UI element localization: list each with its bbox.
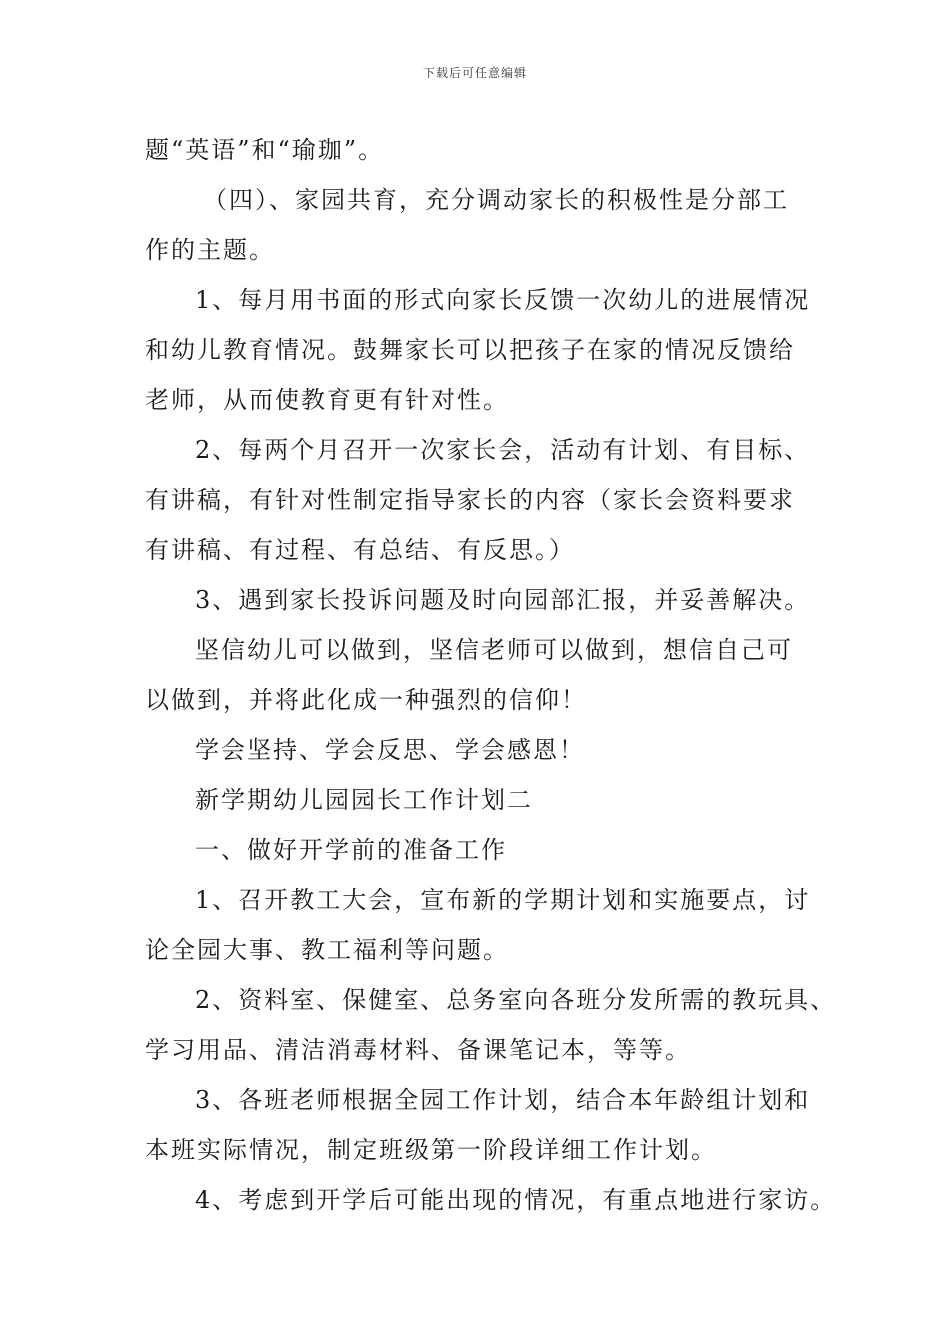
text-line: 有讲稿，有针对性制定指导家长的内容（家长会资料要求: [145, 486, 795, 514]
text-line: 老师，从而使教育更有针对性。: [145, 386, 509, 414]
text-line: 本班实际情况，制定班级第一阶段详细工作计划。: [145, 1136, 717, 1164]
text-line: 坚信幼儿可以做到，坚信老师可以做到，想信自己可: [195, 636, 793, 664]
text-line: 1、召开教工大会，宣布新的学期计划和实施要点，讨: [195, 886, 811, 914]
text-line: 作的主题。: [145, 236, 275, 264]
text-line: 3、各班老师根据全园工作计划，结合本年龄组计划和: [195, 1086, 811, 1114]
text-line: 2、资料室、保健室、总务室向各班分发所需的教玩具、: [195, 986, 837, 1014]
text-line: 3、遇到家长投诉问题及时向园部汇报，并妥善解决。: [195, 586, 811, 614]
text-line: 论全园大事、教工福利等问题。: [145, 936, 509, 964]
text-line: 学会坚持、学会反思、学会感恩！: [195, 736, 585, 764]
text-line: （四）、家园共育，充分调动家长的积极性是分部工: [203, 186, 789, 214]
section-heading: 一、做好开学前的准备工作: [195, 836, 507, 864]
section-title: 新学期幼儿园园长工作计划二: [195, 786, 533, 814]
text-line: 以做到，并将此化成一种强烈的信仰！: [145, 686, 587, 714]
text-line: 2、每两个月召开一次家长会，活动有计划、有目标、: [195, 436, 811, 464]
text-line: 4、考虑到开学后可能出现的情况，有重点地进行家访。: [195, 1186, 837, 1214]
text-line: 题“英语”和“瑜珈”。: [145, 136, 385, 164]
document-body: [145, 125, 837, 1225]
page-header: 下载后可任意编辑: [422, 66, 527, 80]
text-line: 和幼儿教育情况。鼓舞家长可以把孩子在家的情况反馈给: [145, 336, 795, 364]
text-line: 1、每月用书面的形式向家长反馈一次幼儿的进展情况: [195, 286, 811, 314]
text-line: 学习用品、清洁消毒材料、备课笔记本，等等。: [145, 1036, 691, 1064]
text-line: 有讲稿、有过程、有总结、有反思。）: [145, 536, 575, 564]
